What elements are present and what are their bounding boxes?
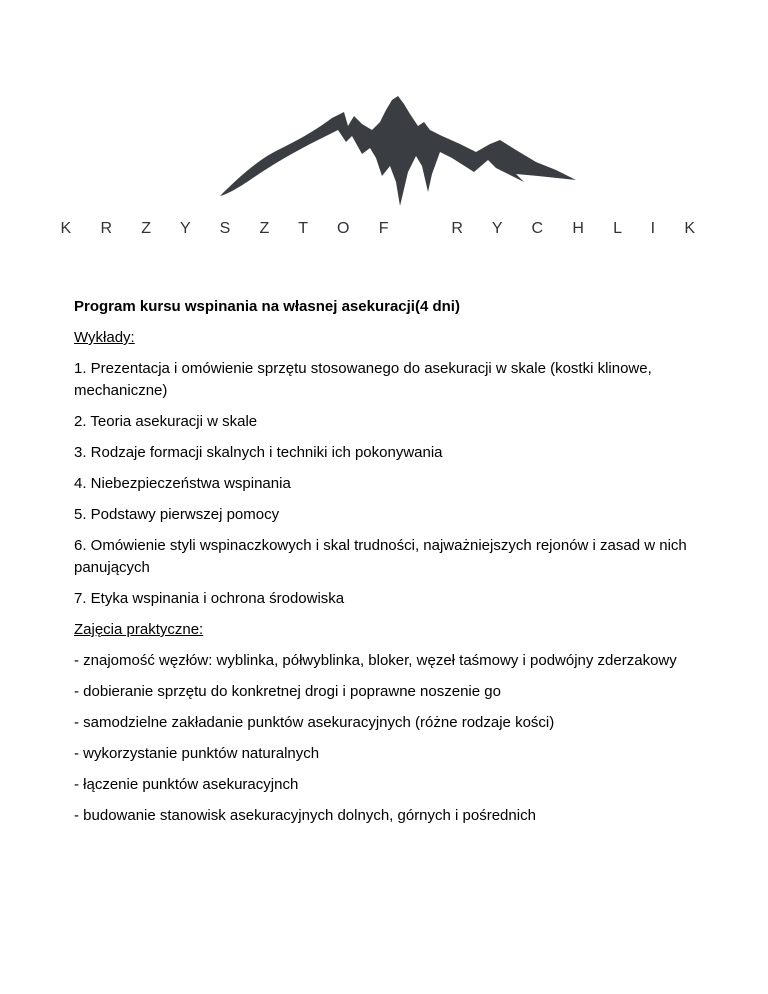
practical-item: - wykorzystanie punktów naturalnych	[74, 745, 320, 762]
practical-item: - budowanie stanowisk asekuracyjnych dolnych, górnych i pośrednich	[74, 807, 536, 824]
lectures-heading: Wykłady:	[74, 329, 135, 346]
lecture-item: 5. Podstawy pierwszej pomocy	[74, 506, 280, 523]
practical-heading: Zajęcia praktyczne:	[74, 621, 204, 638]
lecture-item: 7. Etyka wspinania i ochrona środowiska	[74, 590, 345, 607]
practical-item: - dobieranie sprzętu do konkretnej drogi i poprawne noszenie go	[74, 683, 501, 700]
lecture-item: 2. Teoria asekuracji w skale	[74, 413, 258, 430]
logo	[0, 0, 768, 250]
practical-item: - znajomość węzłów: wyblinka, półwyblinka, bloker, węzeł taśmowy i podwójny zderzakowy	[74, 652, 677, 669]
practical-item: - samodzielne zakładanie punktów asekuracyjnych (różne rodzaje kości)	[74, 714, 555, 731]
lecture-item: 1. Prezentacja i omówienie sprzętu stosowanego do asekuracji w skale (kostki klinowe, mechaniczne)	[74, 360, 652, 399]
brand-name: K R Z Y S Z T O F R Y C H L I K	[60, 220, 708, 237]
lecture-item: 6. Omówienie styli wspinaczkowych i skal trudności, najważniejszych rejonów i zasad w nich panujących	[74, 537, 687, 576]
lecture-item: 4. Niebezpieczeństwa wspinania	[74, 475, 291, 492]
document-title: Program kursu wspinania na własnej asekuracji(4 dni)	[74, 298, 460, 315]
mountain-range-icon	[220, 96, 576, 206]
practical-item: - łączenie punktów asekuracyjnch	[74, 776, 299, 793]
document-content	[74, 296, 704, 836]
lecture-item: 3. Rodzaje formacji skalnych i techniki ich pokonywania	[74, 444, 443, 461]
